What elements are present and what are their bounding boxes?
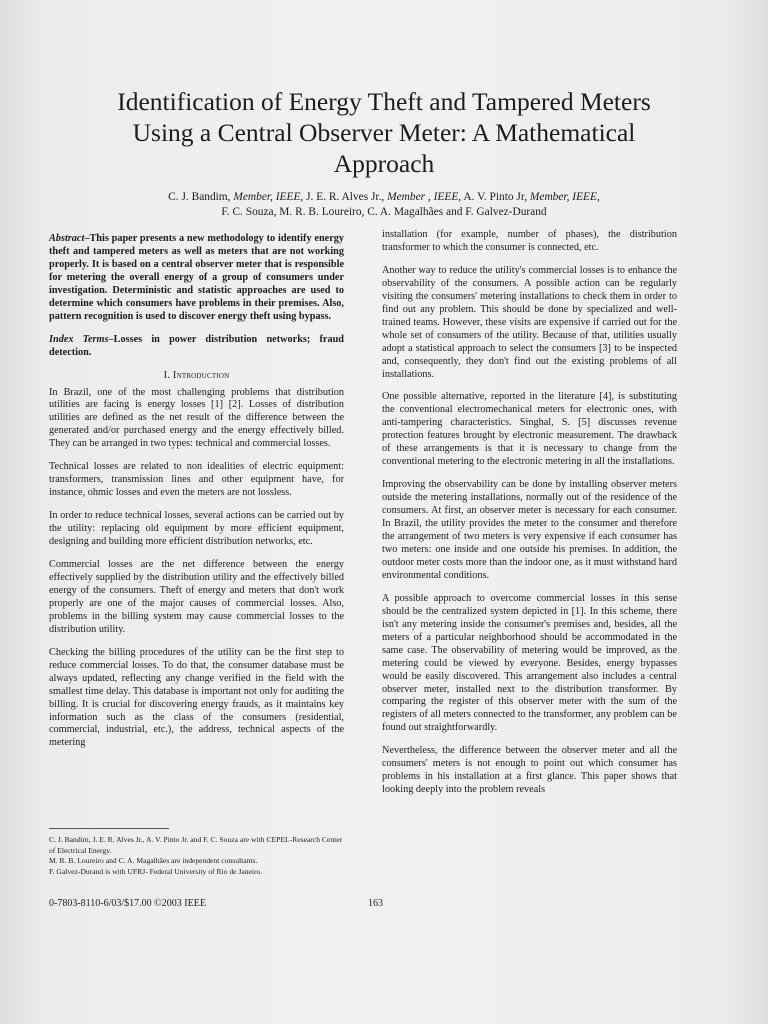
left-column: [49, 233, 344, 760]
footnote: C. J. Bandim, J. E. R. Alves Jr., A. V. Pinto Jr. and F. C. Souza are with CEPEL-Research Center of Electrical Energy.: [49, 835, 343, 855]
footnote-divider: [49, 828, 169, 829]
body-paragraph: Technical losses are related to non idealities of electric equipment: transformers, transmission lines and other equipment have, for instance, ohmic losses and even the meters are not lossless.: [49, 461, 344, 499]
author-line-1: C. J. Bandim, Member, IEEE, J. E. R. Alves Jr., Member , IEEE, A. V. Pinto Jr, Member, IEEE,: [168, 191, 600, 203]
footnote: M. R. B. Loureiro and C. A. Magalhães are independent consultants.: [49, 856, 258, 865]
page-number: 163: [368, 898, 383, 909]
title-line-1: Identification of Energy Theft and Tampered Meters: [117, 87, 651, 116]
isbn-copyright: 0-7803-8110-6/03/$17.00 ©2003 IEEE: [49, 898, 206, 909]
body-paragraph: One possible alternative, reported in the literature [4], is substituting the conventional electromechanical meters for electronic ones, with anti-tampering characteristics. Singhal, S. [5] discusses revenue protection features brought by electronic measurement. The drawback of these arrangements is that it is necessary to change from the conventional metering to the electronic metering in all the installations.: [382, 391, 677, 468]
author-line-2: F. C. Souza, M. R. B. Loureiro, C. A. Magalhães and F. Galvez-Durand: [221, 205, 547, 218]
author-list: [50, 190, 718, 219]
index-terms: Index Terms–Losses in power distribution networks; fraud detection.: [49, 333, 344, 358]
body-paragraph: Commercial losses are the net difference between the energy effectively supplied by the distribution utility and the effectively billed energy of the consumers. Theft of energy and meters that don't work properly are one of the major causes of commercial losses. Also, problems in the billing system may cause commercial losses to the distribution utility.: [49, 559, 344, 635]
body-paragraph: A possible approach to overcome commercial losses in this sense should be the centralized system depicted in [1]. In this scheme, there isn't any metering inside the consumer's premises and, besides, all the meters of a particular neighborhood should be accommodated in the same case. The observability of metering would be improved, as the metering could be viewed by everyone. Besides, energy bypasses would be easily discovered. This arrangement also includes a central observer meter, installed next to the distribution transformer. By comparing the register of this observer meter with the sum of the registers of all meters connected to the transformer, any problem can be found out straightforwardly.: [382, 592, 677, 734]
body-paragraph: Nevertheless, the difference between the observer meter and all the consumers' meters is not enough to point out which consumer has problems in his installation at a first glance. This paper shows that looking deeply into the problem reveals: [382, 745, 677, 796]
right-column: [382, 229, 677, 807]
body-paragraph: installation (for example, number of phases), the distribution transformer to which the consumer is connected, etc.: [382, 229, 677, 253]
body-paragraph: Checking the billing procedures of the utility can be the first step to reduce commercial losses. To do that, the consumer database must be always updated, reflecting any change verified in the field with the smallest time delay. This database is important not only for auditing the billing. It is crucial for discovering energy frauds, as it maintains key information such as the class of the consumers (residential, commercial, industrial, etc.), the address, technical aspects of the metering: [49, 646, 344, 749]
body-paragraph: Another way to reduce the utility's commercial losses is to enhance the observability of the consumers. A possible action can be regularly visiting the consumers' metering installations to check them in order to find out any problem. This should be done by specialized and well-trained teams. However, these visits are expensive if carried out for the whole set of consumers of the utility. Because of that, utilities usually adopt a statistical approach to select the consumers [3] to be inspected and, consequently, they don't find out the existing problems of all installations.: [382, 264, 677, 380]
paper-title: [60, 86, 708, 179]
title-line-3: Approach: [333, 149, 435, 178]
title-line-2: Using a Central Observer Meter: A Mathematical: [132, 118, 636, 147]
body-paragraph: Improving the observability can be done by installing observer meters outside the metering installations, normally out of the residence of the consumers. At first, an observer meter is necessary for each consumer. In Brazil, the utility provides the meter to the consumer and therefore the arrangement of two meters is very expensive if each consumer has two meters: one inside and one outside his premises. In addition, the outdoor meter costs more than the indoor one, as it must withstand hard environmental conditions.: [382, 479, 677, 581]
section-heading-introduction: I. Introduction: [163, 369, 230, 381]
footnotes: [49, 835, 349, 877]
body-paragraph: In Brazil, one of the most challenging problems that distribution utilities are facing is energy losses [1] [2]. Losses of distribution utilities are defined as the net result of the difference between the generated and/or purchased energy and the energy effectively billed. They can be arranged in two types: technical and commercial losses.: [49, 386, 344, 450]
body-paragraph: In order to reduce technical losses, several actions can be carried out by the utility: replacing old equipment by more efficient equipment, designing and building more efficient distribution networks, etc.: [49, 510, 344, 548]
abstract: Abstract–This paper presents a new methodology to identify energy theft and tampered meters as well as meters that are not working properly. It is based on a central observer meter that is responsible for metering the overall energy of a group of consumers under investigation. Deterministic and statistic approaches are used to determine which consumers have problems in their premises. Also, pattern recognition is used to discover energy theft using bypass.: [49, 233, 344, 322]
footnote: F. Galvez-Durand is with UFRJ- Federal University of Rio de Janeiro.: [49, 866, 263, 876]
